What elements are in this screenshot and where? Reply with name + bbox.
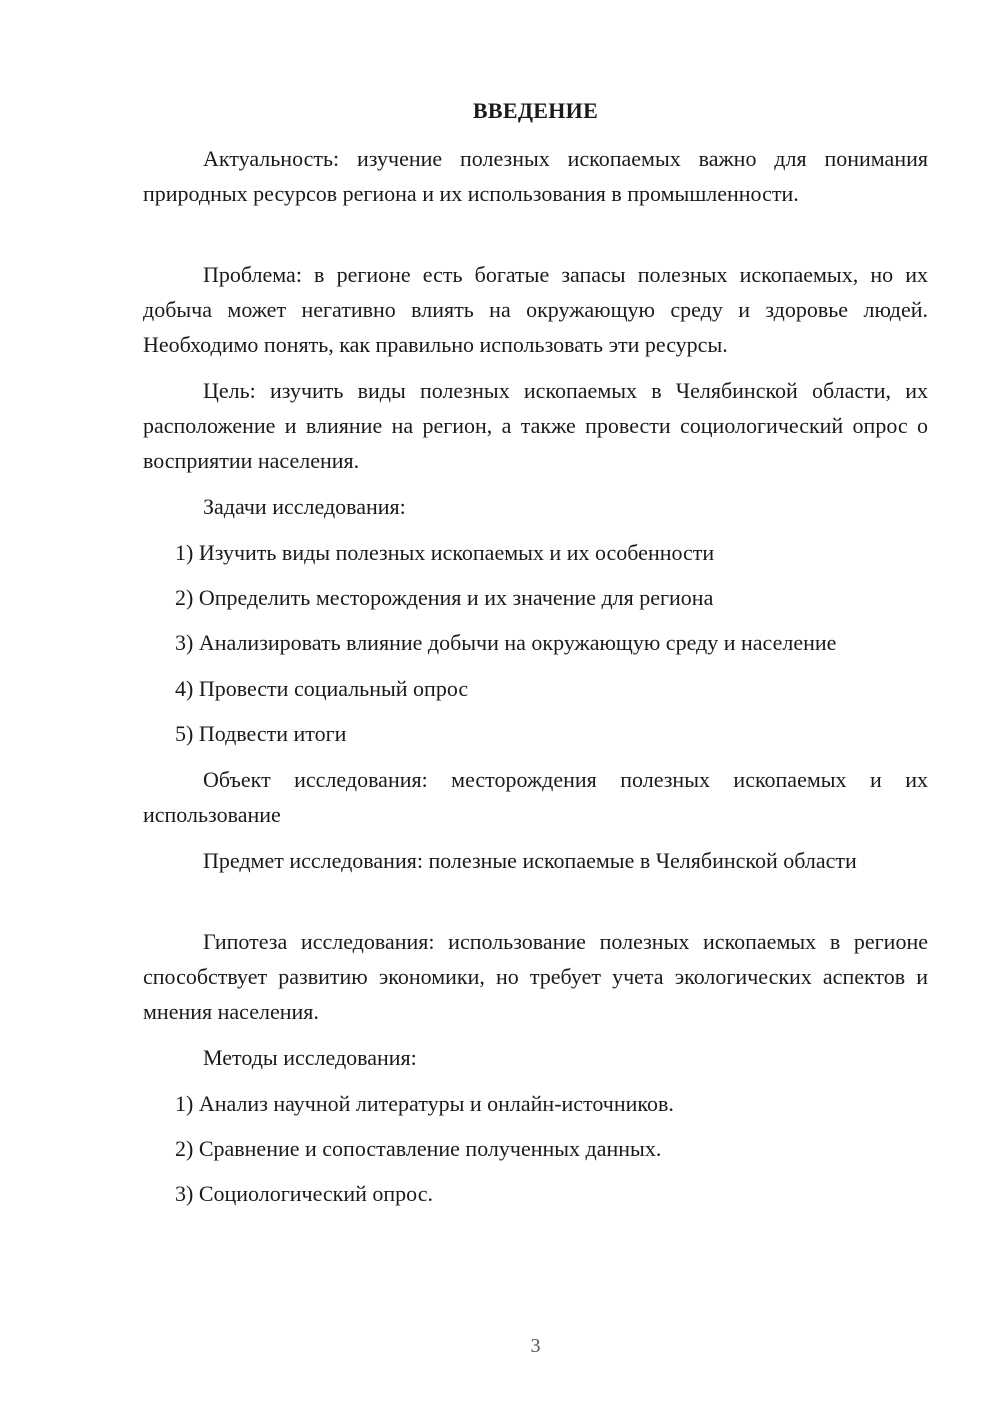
method-item: 3) Социологический опрос. <box>175 1181 433 1206</box>
task-item: 1) Изучить виды полезных ископаемых и их особенности <box>175 540 715 565</box>
task-item: 3) Анализировать влияние добычи на окружающую среду и население <box>175 630 837 655</box>
problem-paragraph: Проблема: в регионе есть богатые запасы полезных ископаемых, но их добыча может негативно влиять на окружающую среду и здоровье людей. Необходимо понять, как правильно использовать эти ресурсы. <box>143 262 928 357</box>
method-item: 1) Анализ научной литературы и онлайн-источников. <box>175 1091 674 1116</box>
section-title: ВВЕДЕНИЕ <box>472 98 599 123</box>
goal-paragraph: Цель: изучить виды полезных ископаемых в Челябинской области, их расположение и влияние на регион, а также провести социологический опрос о восприятии населения. <box>143 378 928 473</box>
task-item: 4) Провести социальный опрос <box>175 676 469 701</box>
tasks-heading: Задачи исследования: <box>203 494 406 519</box>
object-paragraph: Объект исследования: месторождения полезных ископаемых и их использование <box>143 767 928 827</box>
document-page <box>143 0 928 1414</box>
task-item: 5) Подвести итоги <box>175 721 347 746</box>
task-item: 2) Определить месторождения и их значение для региона <box>175 585 714 610</box>
page-number: 3 <box>530 1335 541 1357</box>
subject-paragraph: Предмет исследования: полезные ископаемые в Челябинской области <box>203 848 857 873</box>
methods-heading: Методы исследования: <box>203 1045 417 1070</box>
actuality-paragraph: Актуальность: изучение полезных ископаемых важно для понимания природных ресурсов региона и их использования в промышленности. <box>143 146 928 206</box>
method-item: 2) Сравнение и сопоставление полученных данных. <box>175 1136 662 1161</box>
hypothesis-paragraph: Гипотеза исследования: использование полезных ископаемых в регионе способствует развитию экономики, но требует учета экологических аспектов и мнения населения. <box>143 929 928 1024</box>
